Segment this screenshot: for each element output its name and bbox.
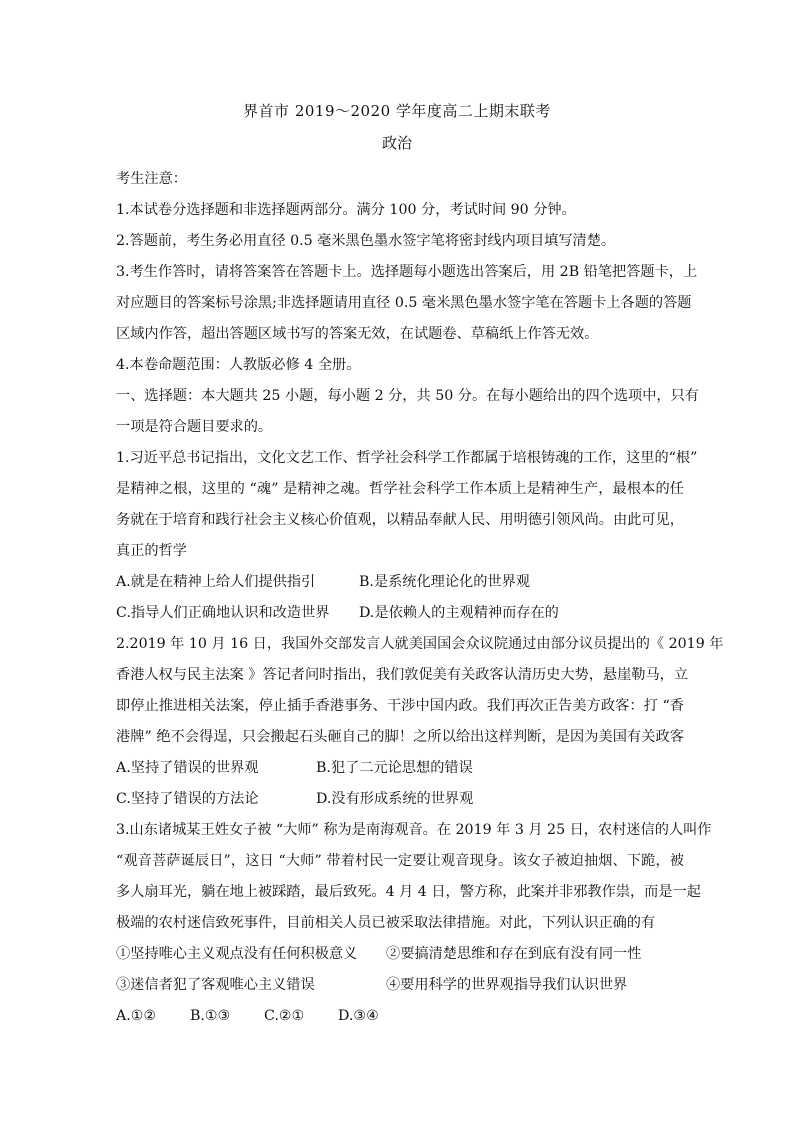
section-line: 一、选择题：本大题共 25 小题，每小题 2 分，共 50 分。在每小题给出的四个选项中，只有 — [116, 388, 699, 404]
question-1-options-row — [116, 598, 684, 629]
question-1-text: 真正的哲学 — [116, 543, 187, 559]
exam-title: 界首市 2019～2020 学年度高二上期末联考 — [243, 102, 551, 120]
question-1 — [116, 443, 698, 629]
question-3-text: 多人扇耳光，躺在地上被踩踏，最后致死。4 月 4 日，警方称，此案并非邪教作祟，而是一起 — [116, 884, 701, 900]
question-1-options-row — [116, 567, 684, 598]
notice-item: 对应题目的答案标号涂黑;非选择题请用直径 0.5 毫米黑色墨水签字笔在答题卡上各题的答题 — [116, 295, 692, 311]
question-3-option-a[interactable]: A.①② — [116, 1008, 157, 1024]
notice-heading: 考生注意： — [116, 171, 187, 187]
section-heading — [116, 381, 699, 443]
question-2-text: 2.2019 年 10 月 16 日，我国外交部发言人就美国国会众议院通过由部分议员提出的《 2019 年 — [116, 636, 724, 652]
question-2-option-d[interactable]: D.没有形成系统的世界观 — [316, 791, 474, 807]
question-3-statement-2: ②要搞清楚思维和存在到底有没有同一性 — [386, 946, 642, 962]
section-line: 一项是符合题目要求的。 — [116, 419, 273, 435]
question-3-options-row — [116, 1001, 684, 1032]
question-1-text: 务就在于培育和践行社会主义核心价值观，以精品奉献人民、用明德引领风尚。由此可见， — [116, 512, 684, 528]
question-2-option-a[interactable]: A.坚持了错误的世界观 — [116, 760, 259, 776]
question-3-statements-row — [116, 970, 684, 1001]
question-3-text: 极端的农村迷信致死事件，目前相关人员已被采取法律措施。对此，下列认识正确的有 — [116, 915, 656, 931]
question-3-statement-3: ③迷信者犯了客观唯心主义错误 — [116, 977, 315, 993]
question-2-option-b[interactable]: B.犯了二元论思想的错误 — [316, 760, 473, 776]
question-2-option-c[interactable]: C.坚持了错误的方法论 — [116, 791, 259, 807]
question-2-text: 香港人权与民主法案 》答记者问时指出，我们敦促美有关政客认清历史大势，悬崖勒马，立 — [116, 667, 689, 683]
question-2 — [116, 629, 724, 815]
exam-body — [116, 164, 724, 1032]
question-2-options-row — [116, 784, 684, 815]
question-1-option-d[interactable]: D.是依赖人的主观精神而存在的 — [359, 605, 559, 621]
notice-item: 4.本卷命题范围：人教版必修 4 全册。 — [116, 357, 361, 373]
question-2-options-row — [116, 753, 684, 784]
question-3 — [116, 815, 712, 1032]
question-1-option-c[interactable]: C.指导人们正确地认识和改造世界 — [116, 605, 330, 621]
question-1-text: 1.习近平总书记指出，文化文艺工作、哲学社会科学工作都属于培根铸魂的工作，这里的“根” — [116, 450, 698, 466]
question-1-option-b[interactable]: B.是系统化理论化的世界观 — [359, 574, 530, 590]
question-3-text: 3.山东诸城某王姓女子被 “大师” 称为是南海观音。在 2019 年 3 月 25 日，农村迷信的人叫作 — [116, 822, 712, 838]
notice-block — [116, 164, 698, 381]
question-1-option-a[interactable]: A.就是在精神上给人们提供指引 — [116, 574, 316, 590]
notice-item: 1.本试卷分选择题和非选择题两部分。满分 100 分，考试时间 90 分钟。 — [116, 202, 576, 218]
question-3-option-d[interactable]: D.③④ — [338, 1008, 379, 1024]
exam-subject: 政治 — [381, 134, 412, 152]
question-3-option-c[interactable]: C.②① — [264, 1008, 305, 1024]
notice-item: 区域内作答，超出答题区域书写的答案无效，在试题卷、草稿纸上作答无效。 — [116, 326, 599, 342]
question-3-statement-1: ①坚持唯心主义观点没有任何积极意义 — [116, 946, 358, 962]
notice-item: 3.考生作答时，请将答案答在答题卡上。选择题每小题选出答案后，用 2B 铅笔把答题卡，上 — [116, 264, 698, 280]
question-3-text: “观音菩萨诞辰日”，这日 “大师” 带着村民一定要让观音现身。该女子被迫抽烟、下跪，被 — [116, 853, 684, 869]
question-2-text: 即停止推进相关法案，停止插手香港事务、干涉中国内政。我们再次正告美方政客：打 “香 — [116, 698, 684, 714]
question-3-statement-4: ④要用科学的世界观指导我们认识世界 — [386, 977, 628, 993]
question-2-text: 港牌” 绝不会得逞，只会搬起石头砸自己的脚！之所以给出这样判断，是因为美国有关政客 — [116, 729, 684, 745]
question-3-statements-row — [116, 939, 684, 970]
question-1-text: 是精神之根，这里的 “魂” 是精神之魂。哲学社会科学工作本质上是精神生产，最根本的任 — [116, 481, 684, 497]
notice-item: 2.答题前，考生务必用直径 0.5 毫米黑色墨水签字笔将密封线内项目填写清楚。 — [116, 233, 616, 249]
question-3-option-b[interactable]: B.①③ — [190, 1008, 231, 1024]
